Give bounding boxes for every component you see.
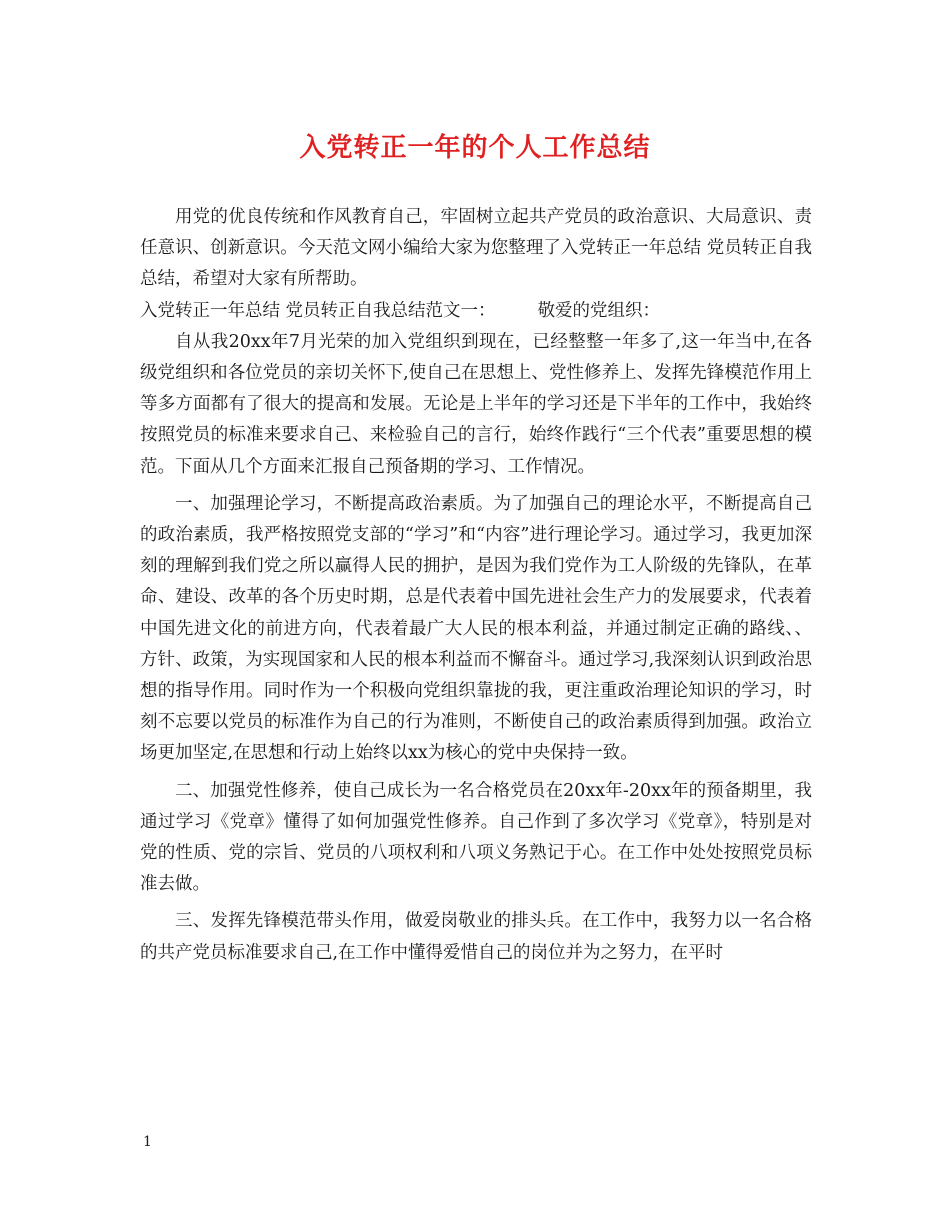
body-paragraph-1: 自从我20xx年7月光荣的加入党组织到现在，已经整整一年多了,这一年当中,在各级党组织和各位党员的亲切关怀下,使自己在思想上、党性修养上、发挥先锋模范作用上等多方面都有了很大的提高和发展。无论是上半年的学习还是下半年的工作中，我始终按照党员的标准来要求自己、来检验自己的言行，始终作践行“三个代表”重要思想的模范。下面从几个方面来汇报自己预备期的学习、工作情况。 (140, 331, 812, 477)
intro-paragraph: 用党的优良传统和作风教育自己，牢固树立起共产党员的政治意识、大局意识、责任意识、创新意识。今天范文网小编给大家为您整理了入党转正一年总结 党员转正自我总结，希望对大家有所帮助。 (140, 207, 812, 290)
body-paragraph-2: 一、加强理论学习，不断提高政治素质。为了加强自己的理论水平，不断提高自己的政治素质，我严格按照党支部的“学习”和“内容”进行理论学习。通过学习，我更加深刻的理解到我们党之所以赢得人民的拥护，是因为我们党作为工人阶级的先锋队，在革命、建设、改革的各个历史时期，总是代表着中国先进社会生产力的发展要求，代表着中国先进文化的前进方向，代表着最广大人民的根本利益，并通过制定正确的路线、、方针、政策，为实现国家和人民的根本利益而不懈奋斗。通过学习,我深刻认识到政治思想的指导作用。同时作为一个积极向党组织靠拢的我，更注重政治理论知识的学习，时刻不忘要以党员的标准作为自己的行为准则，不断使自己的政治素质得到加强。政治立场更加坚定,在思想和行动上始终以xx为核心的党中央保持一致。 (140, 493, 812, 764)
body-paragraph-4: 三、发挥先锋模范带头作用，做爱岗敬业的排头兵。在工作中，我努力以一名合格的共产党员标准要求自己,在工作中懂得爱惜自己的岗位并为之努力，在平时 (140, 911, 812, 963)
sample-heading-line (140, 296, 812, 327)
sample-heading: 入党转正一年总结 党员转正自我总结范文一： (140, 300, 496, 321)
document-body (140, 202, 812, 969)
salutation: 敬爱的党组织： (537, 300, 661, 321)
document-title: 入党转正一年的个人工作总结 (299, 133, 651, 163)
body-paragraph-3: 二、加强党性修养，使自己成长为一名合格党员在20xx年-20xx年的预备期里，我通过学习《党章》懂得了如何加强党性修养。自己作到了多次学习《党章》，特别是对党的性质、党的宗旨、党员的八项权利和八项义务熟记于心。在工作中处处按照党员标准去做。 (140, 780, 812, 895)
page-number: 1 (143, 1134, 152, 1150)
